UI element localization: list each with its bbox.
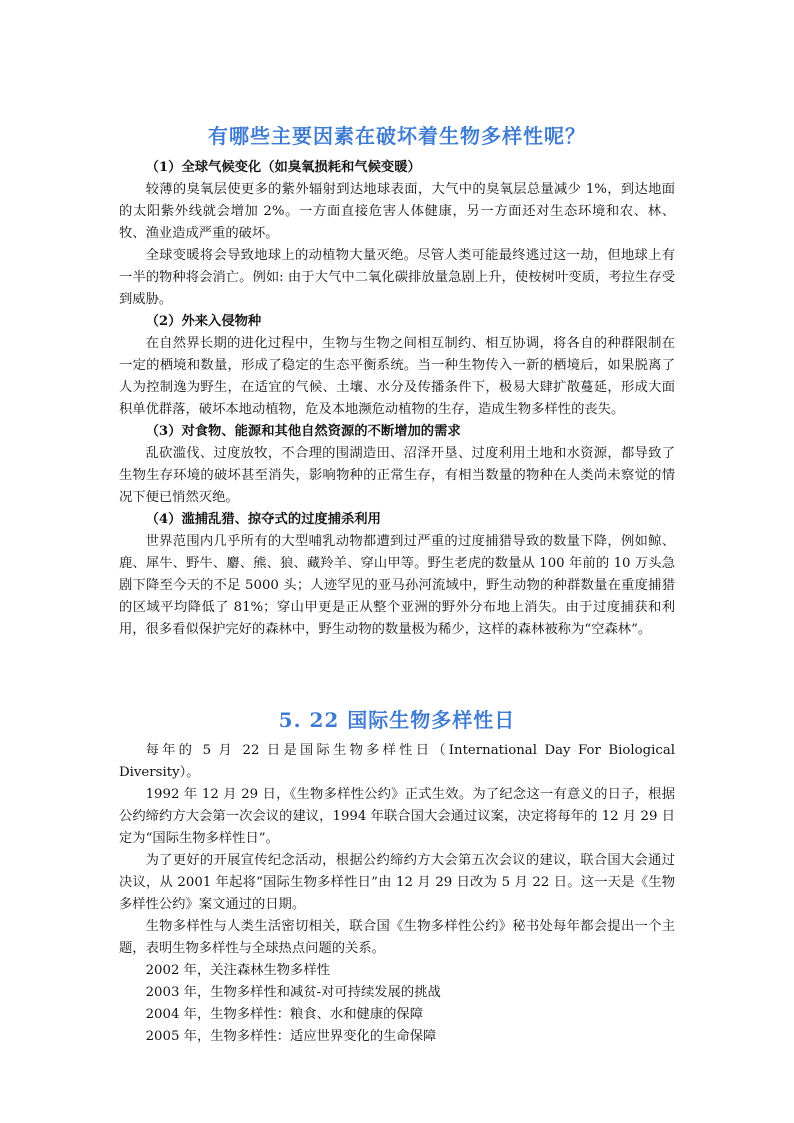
paragraph: 为了更好的开展宣传纪念活动，根据公约缔约方大会第五次会议的建议，联合国大会通过决议，从 2001 年起将“国际生物多样性日”由 12 月 29 日改为 5 月 22 日。这一天是《生物多样性公约》案文通过的日期。 [119, 853, 675, 912]
paragraph: 较薄的臭氧层使更多的紫外辐射到达地球表面，大气中的臭氧层总量减少 1%，到达地面的太阳紫外线就会增加 2%。一方面直接危害人体健康，另一方面还对生态环境和农、林、牧、渔业造成严重的破坏。 [119, 182, 675, 241]
subheading-resource-demand: （3）对食物、能源和其他自然资源的不断增加的需求 [145, 424, 461, 439]
section-title-biodiversity-threats: 有哪些主要因素在破坏着生物多样性呢？ [208, 124, 586, 148]
paragraph: 全球变暖将会导致地球上的动植物大量灭绝。尽管人类可能最终逃过这一劫，但地球上有一半的物种将会消亡。例如: 由于大气中二氧化碳排放量急剧上升，使桉树叶变质，考拉生存受到威胁。 [119, 248, 675, 307]
theme-list-item: 2005 年，生物多样性：适应世界变化的生命保障 [145, 1029, 437, 1044]
paragraph: 每年的 5 月 22 日是国际生物多样性日（International Day For Biological Diversity）。 [119, 743, 675, 780]
subheading-overhunting: （4）滥捕乱猎、掠夺式的过度捕杀利用 [145, 512, 381, 527]
theme-list-item: 2002 年，关注森林生物多样性 [145, 963, 330, 978]
section-title-biodiversity-day: 5. 22 国际生物多样性日 [278, 708, 516, 732]
subheading-climate-change: （1）全球气候变化（如臭氧损耗和气候变暖） [145, 160, 421, 175]
paragraph: 1992 年 12 月 29 日，《生物多样性公约》正式生效。为了纪念这一有意义的日子，根据公约缔约方大会第一次会议的建议，1994 年联合国大会通过议案，决定将每年的 12 月 29 日定为“国际生物多样性日”。 [119, 787, 675, 846]
paragraph: 生物多样性与人类生活密切相关，联合国《生物多样性公约》秘书处每年都会提出一个主题，表明生物多样性与全球热点问题的关系。 [119, 919, 675, 956]
section-threats-body [119, 157, 675, 641]
paragraph: 在自然界长期的进化过程中，生物与生物之间相互制约、相互协调，将各自的种群限制在一定的栖境和数量，形成了稳定的生态平衡系统。当一种生物传入一新的栖境后，如果脱离了人为控制逸为野生，在适宜的气候、土壤、水分及传播条件下，极易大肆扩散蔓延，形成大面积单优群落，破坏本地动植物，危及本地濒危动植物的生存，造成生物多样性的丧失。 [119, 336, 675, 417]
theme-list-item: 2004 年，生物多样性：粮食、水和健康的保障 [145, 1007, 424, 1022]
theme-list-item: 2003 年，生物多样性和减贫-对可持续发展的挑战 [145, 985, 441, 1000]
subheading-invasive-species: （2）外来入侵物种 [145, 314, 262, 329]
paragraph: 乱砍滥伐、过度放牧，不合理的围湖造田、沼泽开垦、过度利用土地和水资源，都导致了生物生存环境的破坏甚至消失，影响物种的正常生存，有相当数量的物种在人类尚未察觉的情况下便已悄然灭绝。 [119, 446, 675, 505]
section-day-body [119, 740, 675, 1048]
paragraph: 世界范围内几乎所有的大型哺乳动物都遭到过严重的过度捕猎导致的数量下降，例如鲸、鹿、犀牛、野牛、麝、熊、狼、藏羚羊、穿山甲等。野生老虎的数量从 100 年前的 10 万头急剧下降至今天的不足 5000 头；人迹罕见的亚马孙河流域中，野生动物的种群数量在重度捕猎的区域平均降低了 81%；穿山甲更是正从整个亚洲的野外分布地上消失。由于过度捕获和利用，很多看似保护完好的森林中，野生动物的数量极为稀少，这样的森林被称为“空森林”。 [119, 534, 675, 637]
